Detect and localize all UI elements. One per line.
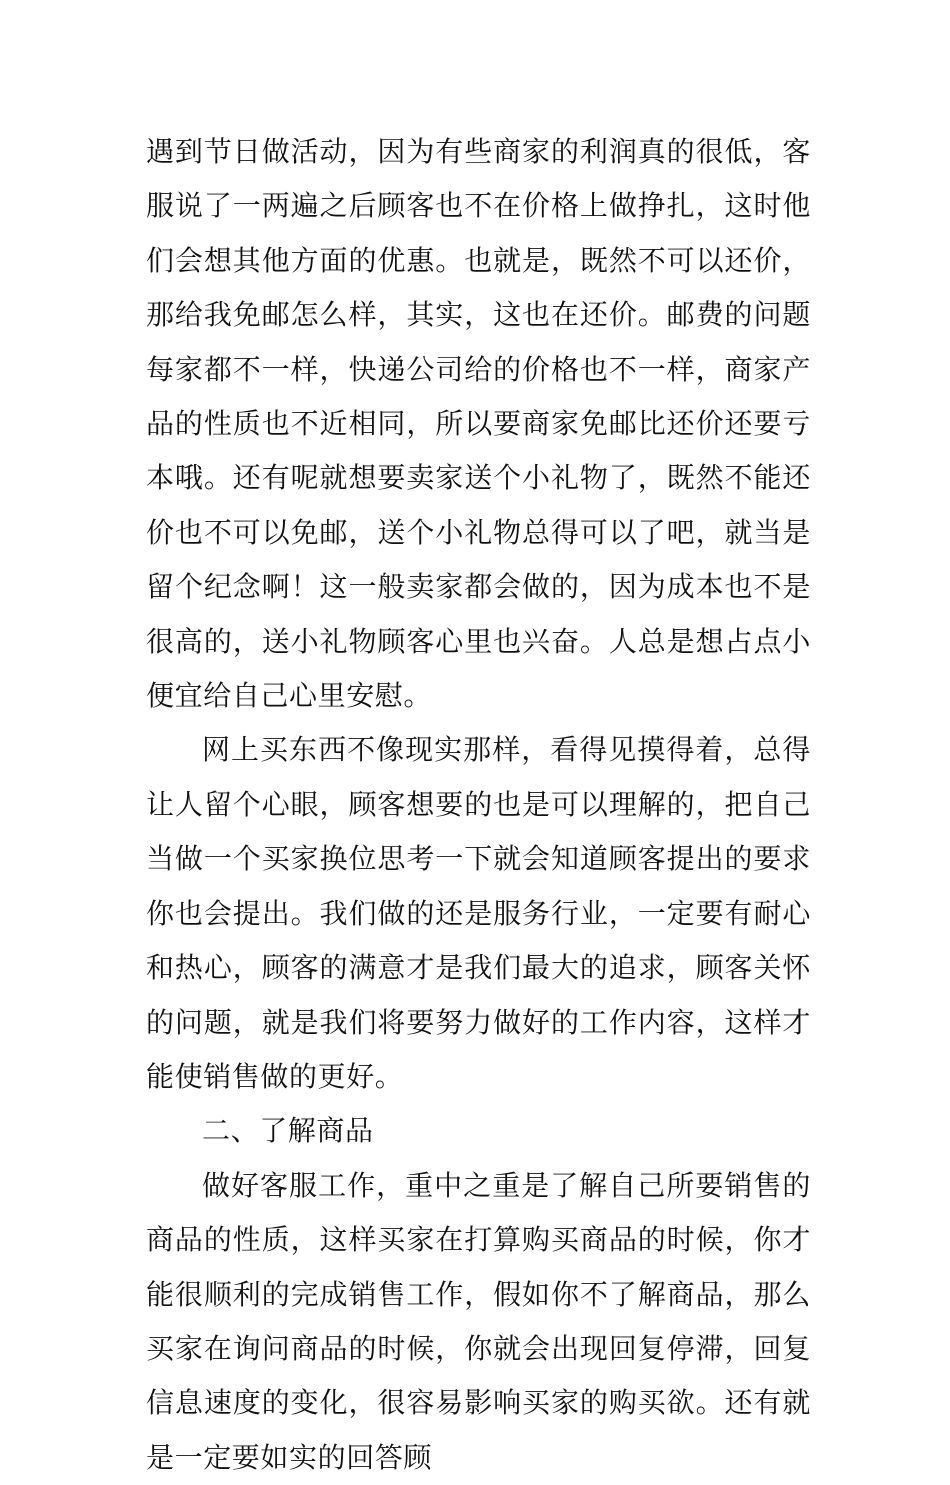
paragraph-discount-requests: 遇到节日做活动，因为有些商家的利润真的很低，客服说了一两遍之后顾客也不在价格上做挣扎，这时他们会想其他方面的优惠。也就是，既然不可以还价，那给我免邮怎么样，其实，这也在还价。邮费的问题每家都不一样，快递公司给的价格也不一样，商家产品的性质也不近相同，所以要商家免邮比还价还要亏本哦。还有呢就想要卖家送个小礼物了，既然不能还价也不可以免邮，送个小礼物总得可以了吧，就当是留个纪念啊！这一般卖家都会做的，因为成本也不是很高的，送小礼物顾客心里也兴奋。人总是想占点小便宜给自己心里安慰。	[146, 135, 811, 713]
paragraph-online-shopping: 网上买东西不像现实那样，看得见摸得着，总得让人留个心眼，顾客想要的也是可以理解的，把自己当做一个买家换位思考一下就会知道顾客提出的要求你也会提出。我们做的还是服务行业，一定要有耐心和热心，顾客的满意才是我们最大的追求，顾客关怀的问题，就是我们将要努力做好的工作内容，这样才能使销售做的更好。	[146, 733, 811, 1093]
section-heading-know-products: 二、了解商品	[202, 1114, 374, 1148]
document-body	[146, 125, 811, 1485]
paragraph-know-products: 做好客服工作，重中之重是了解自己所要销售的商品的性质，这样买家在打算购买商品的时候，你才能很顺利的完成销售工作，假如你不了解商品，那么买家在询问商品的时候，你就会出现回复停滞，回复信息速度的变化，很容易影响买家的购买欲。还有就是一定要如实的回答顾	[146, 1168, 811, 1474]
